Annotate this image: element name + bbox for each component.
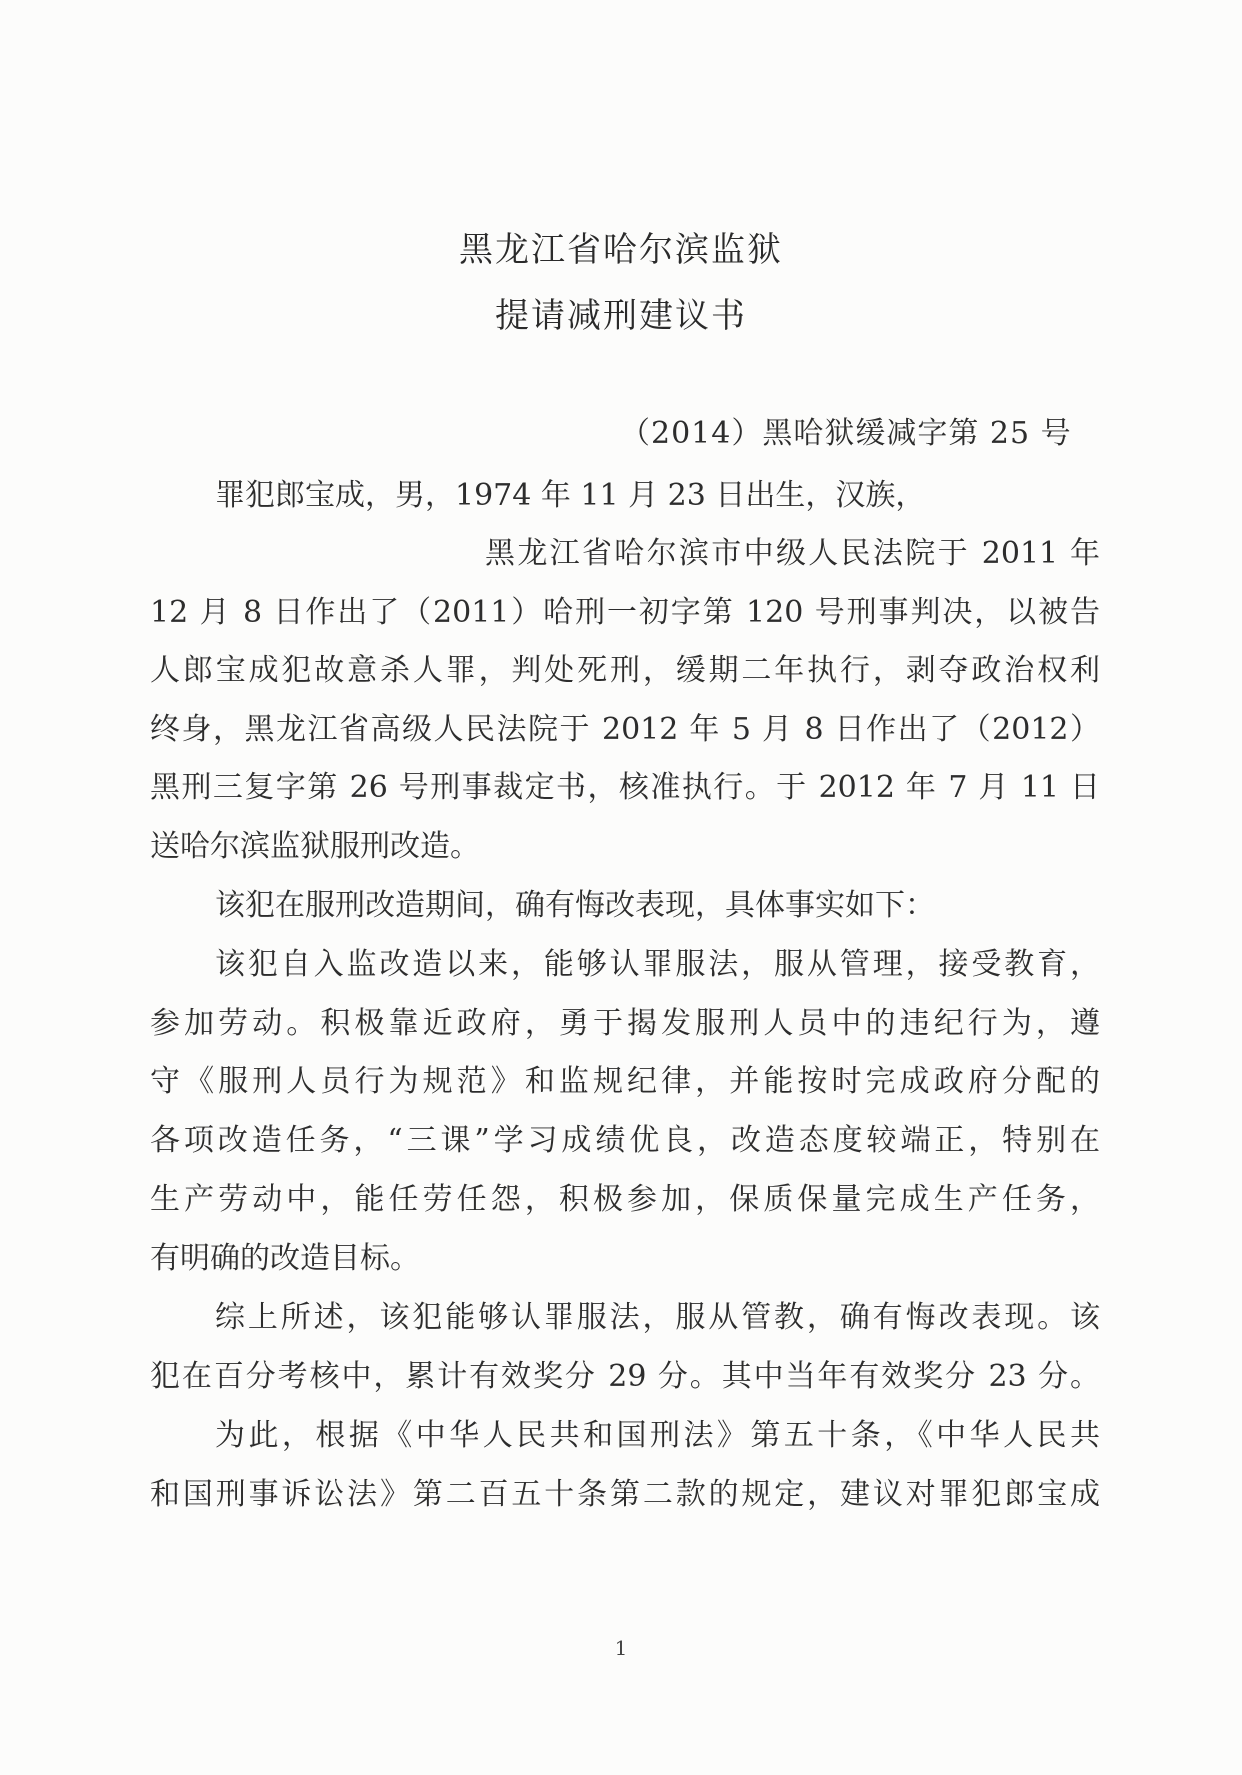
body-line: 有明确的改造目标。: [150, 1241, 420, 1276]
document-title-issuer: 黑龙江省哈尔滨监狱: [459, 230, 783, 270]
body-line: 黑刑三复字第 26 号刑事裁定书，核准执行。于 2012 年 7 月 11 日: [150, 770, 1100, 805]
document-number: （2014）黑哈狱缓减字第 25 号: [620, 416, 1072, 451]
body-line: 黑龙江省哈尔滨市中级人民法院于 2011 年: [485, 536, 1100, 571]
document-title-type: 提请减刑建议书: [495, 296, 747, 336]
body-line: 人郎宝成犯故意杀人罪，判处死刑，缓期二年执行，剥夺政治权利: [150, 653, 1100, 688]
body-line: 和国刑事诉讼法》第二百五十条第二款的规定，建议对罪犯郎宝成: [150, 1477, 1100, 1512]
body-line: 该犯自入监改造以来，能够认罪服法，服从管理，接受教育，: [215, 947, 1100, 982]
body-line: 12 月 8 日作出了（2011）哈刑一初字第 120 号刑事判决，以被告: [150, 595, 1100, 630]
body-line: 综上所述，该犯能够认罪服法，服从管教，确有悔改表现。该: [215, 1300, 1100, 1335]
body-line: 该犯在服刑改造期间，确有悔改表现，具体事实如下：: [215, 888, 935, 923]
body-line: 犯在百分考核中，累计有效奖分 29 分。其中当年有效奖分 23 分。: [150, 1359, 1100, 1394]
page-number: 1: [614, 1636, 628, 1660]
body-line: 守《服刑人员行为规范》和监规纪律，并能按时完成政府分配的: [150, 1064, 1100, 1099]
body-line: 生产劳动中，能任劳任怨，积极参加，保质保量完成生产任务，: [150, 1182, 1100, 1217]
body-line: 罪犯郎宝成，男，1974 年 11 月 23 日出生，汉族，: [215, 478, 926, 513]
body-line: 各项改造任务，“三课”学习成绩优良，改造态度较端正，特别在: [150, 1123, 1100, 1158]
body-line: 为此，根据《中华人民共和国刑法》第五十条，《中华人民共: [215, 1418, 1100, 1453]
body-line: 送哈尔滨监狱服刑改造。: [150, 829, 480, 864]
body-line: 终身，黑龙江省高级人民法院于 2012 年 5 月 8 日作出了（2012）: [150, 712, 1100, 747]
body-line: 参加劳动。积极靠近政府，勇于揭发服刑人员中的违纪行为，遵: [150, 1006, 1100, 1041]
